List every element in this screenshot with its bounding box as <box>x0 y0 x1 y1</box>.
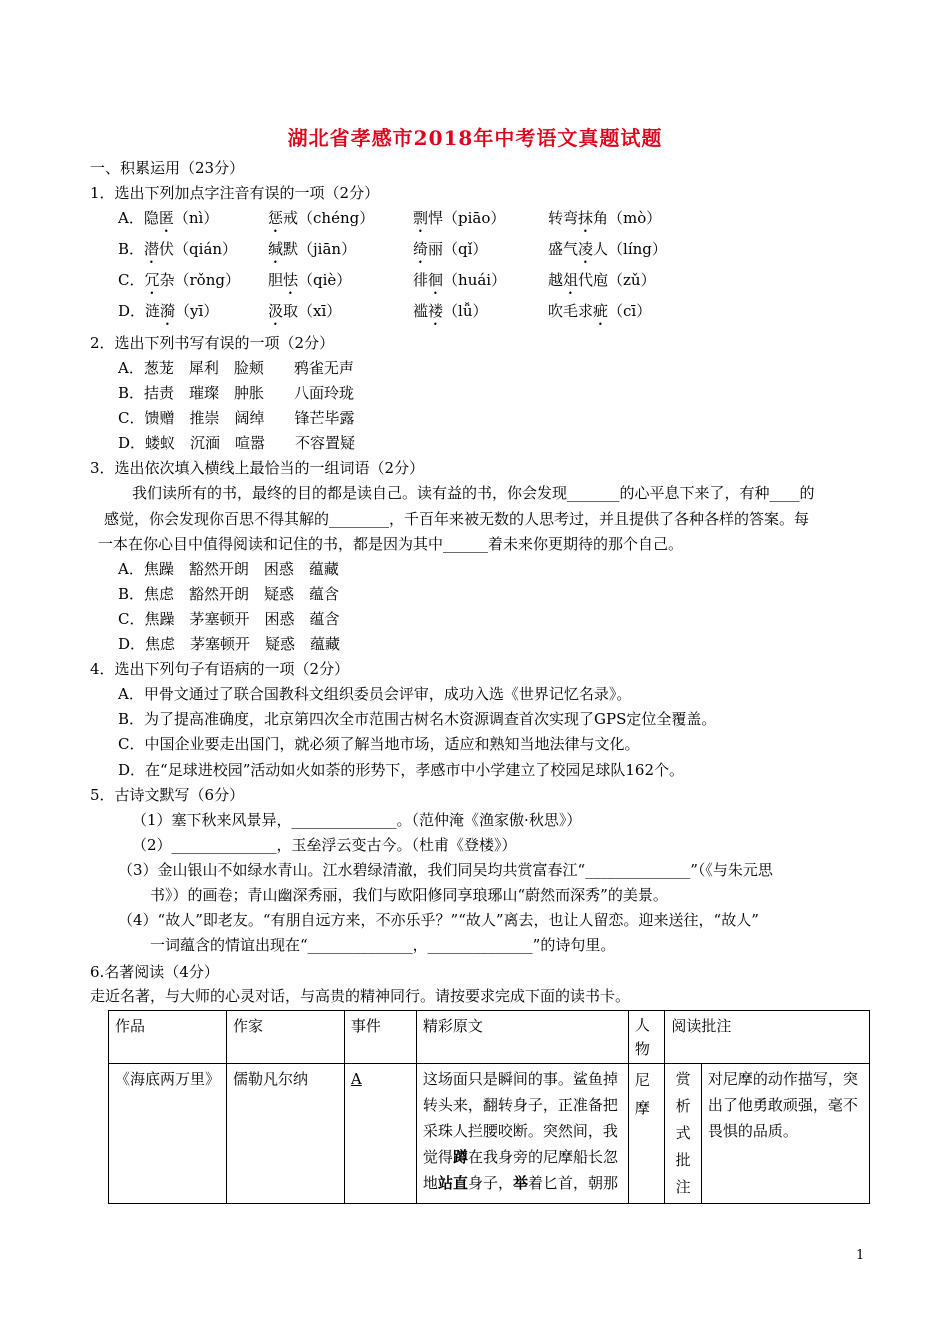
event-blank-a: A <box>350 1070 362 1088</box>
q1-b-2: 缄默（jiān） <box>268 240 357 258</box>
q5-item-3-line-1: （3）金山银山不如绿水青山。江水碧绿清澈，我们同吴均共赏富春江“______________”（《与朱元思 <box>118 861 773 879</box>
header-event: 事件 <box>344 1011 416 1064</box>
q1-a-2: 惩戒（chéng） <box>268 209 375 227</box>
q1-d-1: D．涟漪（yī） <box>118 302 219 320</box>
q1-c-3: 徘徊（huái） <box>413 271 507 289</box>
q4-option-b: B．为了提高准确度，北京第四次全市范围古树名木资源调查首次实现了GPS定位全覆盖。 <box>118 710 717 728</box>
question-5-stem: 5．古诗文默写（6分） <box>90 786 245 804</box>
q5-item-3-line-2: 书》）的画卷；青山幽深秀丽，我们与欧阳修同享琅琊山“蔚然而深秀”的美景。 <box>150 886 668 904</box>
header-text: 精彩原文 <box>416 1011 628 1064</box>
q3-passage-line-3: 一本在你心目中值得阅读和记住的书，都是因为其中______着未来你更期待的那个自己。 <box>98 535 684 553</box>
question-3-stem: 3．选出依次填入横线上最恰当的一组词语（2分） <box>90 459 425 477</box>
cell-text <box>416 1064 628 1204</box>
q1-c-4: 越俎代庖（zǔ） <box>548 271 656 289</box>
q4-option-d: D．在“足球进校园”活动如火如荼的形势下，孝感市中小学建立了校园足球队162个。 <box>118 761 684 779</box>
q1-row-b <box>118 239 667 267</box>
reading-card-table <box>108 1010 870 1204</box>
q3-passage-line-2: 感觉，你会发现你百思不得其解的________，千百年来被无数的人思考过，并且提供了各种各样的答案。每 <box>104 510 810 528</box>
question-1-stem: 1．选出下列加点字注音有误的一项（2分） <box>90 184 380 202</box>
table-header-row <box>109 1011 870 1064</box>
q3-option-a: A．焦躁 豁然开朗 困惑 蕴藏 <box>118 560 339 578</box>
text-part: 身子， <box>467 1174 513 1192</box>
q1-c-2: 胆怯（qiè） <box>268 271 352 289</box>
bold-verb: 蹲 <box>452 1148 468 1166</box>
text-part: 着匕首，朝那 <box>527 1174 618 1192</box>
cell-work: 《海底两万里》 <box>109 1064 227 1204</box>
question-4-stem: 4．选出下列句子有语病的一项（2分） <box>90 660 350 678</box>
q1-a-3: 剽悍（piāo） <box>413 209 506 227</box>
q5-item-2: （2）______________，玉垒浮云变古今。（杜甫《登楼》） <box>132 836 517 854</box>
header-author: 作家 <box>226 1011 344 1064</box>
cell-event <box>344 1064 416 1204</box>
question-6-stem: 6.名著阅读（4分） <box>90 963 219 981</box>
q1-row-a <box>118 208 661 236</box>
page-title: 湖北省孝感市2018年中考语文真题试题 <box>287 126 663 150</box>
q1-b-1: B．潜伏（qián） <box>118 240 238 258</box>
q3-passage-line-1: 我们读所有的书，最终的目的都是读自己。读有益的书，你会发现_______的心平息下来了，有种____的 <box>132 484 815 502</box>
cell-note-type: 赏析式批注 <box>665 1064 702 1204</box>
cell-person: 尼摩 <box>628 1064 665 1204</box>
q1-a-4: 转弯抹角（mò） <box>548 209 662 227</box>
q1-d-2: 汲取（xī） <box>268 302 342 320</box>
table-row <box>109 1064 870 1204</box>
question-2-stem: 2．选出下列书写有误的一项（2分） <box>90 334 335 352</box>
cell-note: 对尼摩的动作描写，突出了他勇敢顽强，毫不畏惧的品质。 <box>701 1064 869 1204</box>
bold-verb: 举 <box>512 1174 528 1192</box>
q2-option-a: A．葱茏 犀利 脸颊 鸦雀无声 <box>118 359 354 377</box>
q1-c-1: C．冗杂（rǒng） <box>118 271 240 289</box>
q3-option-b: B．焦虑 豁然开朗 疑惑 蕴含 <box>118 585 340 603</box>
q2-option-d: D．蝼蚁 沉湎 喧嚣 不容置疑 <box>118 434 356 452</box>
q3-option-c: C．焦躁 茅塞顿开 困惑 蕴含 <box>118 610 340 628</box>
q4-option-c: C．中国企业要走出国门，就必须了解当地市场，适应和熟知当地法律与文化。 <box>118 735 640 753</box>
q2-option-b: B．拮责 璀璨 肿胀 八面玲珑 <box>118 384 355 402</box>
bold-verb: 站直 <box>437 1174 468 1192</box>
q1-row-c <box>118 270 656 298</box>
q1-b-3: 绮丽（qǐ） <box>413 240 488 258</box>
q2-option-c: C．馈赠 推崇 阔绰 锋芒毕露 <box>118 409 355 427</box>
cell-author: 儒勒凡尔纳 <box>226 1064 344 1204</box>
q1-a-1: A．隐匿（nì） <box>118 209 219 227</box>
q3-option-d: D．焦虑 茅塞顿开 疑惑 蕴藏 <box>118 635 341 653</box>
q1-d-4: 吹毛求疵（cī） <box>548 302 652 320</box>
header-note: 阅读批注 <box>665 1011 870 1064</box>
q5-item-4-line-2: 一词蕴含的情谊出现在“______________，______________”的诗句里。 <box>150 936 616 954</box>
page-number: 1 <box>856 1248 865 1263</box>
section-heading: 一、积累运用（23分） <box>90 159 245 177</box>
q1-row-d <box>118 301 651 329</box>
q1-b-4: 盛气凌人（líng） <box>548 240 667 258</box>
q1-d-3: 褴褛（lǚ） <box>413 302 488 320</box>
q4-option-a: A．甲骨文通过了联合国教科文组织委员会评审，成功入选《世界记忆名录》。 <box>118 685 632 703</box>
q5-item-4-line-1: （4）“故人”即老友。“有朋自远方来，不亦乐乎？”“故人”离去，也让人留恋。迎来送往，“故人” <box>118 911 759 929</box>
header-work: 作品 <box>109 1011 227 1064</box>
header-person: 人物 <box>628 1011 665 1064</box>
text-part: 这场面只是瞬间的事。鲨鱼掉转头来，翻转身子，正准备把采珠人拦腰咬断。突然间，我觉得 <box>422 1070 618 1166</box>
q6-intro: 走近名著，与大师的心灵对话，与高贵的精神同行。请按要求完成下面的读书卡。 <box>90 987 631 1005</box>
q5-item-1: （1）塞下秋来风景异，______________。（范仲淹《渔家傲·秋思》） <box>132 811 582 829</box>
text-part: 在我身旁的尼摩船长忽地 <box>422 1148 618 1192</box>
